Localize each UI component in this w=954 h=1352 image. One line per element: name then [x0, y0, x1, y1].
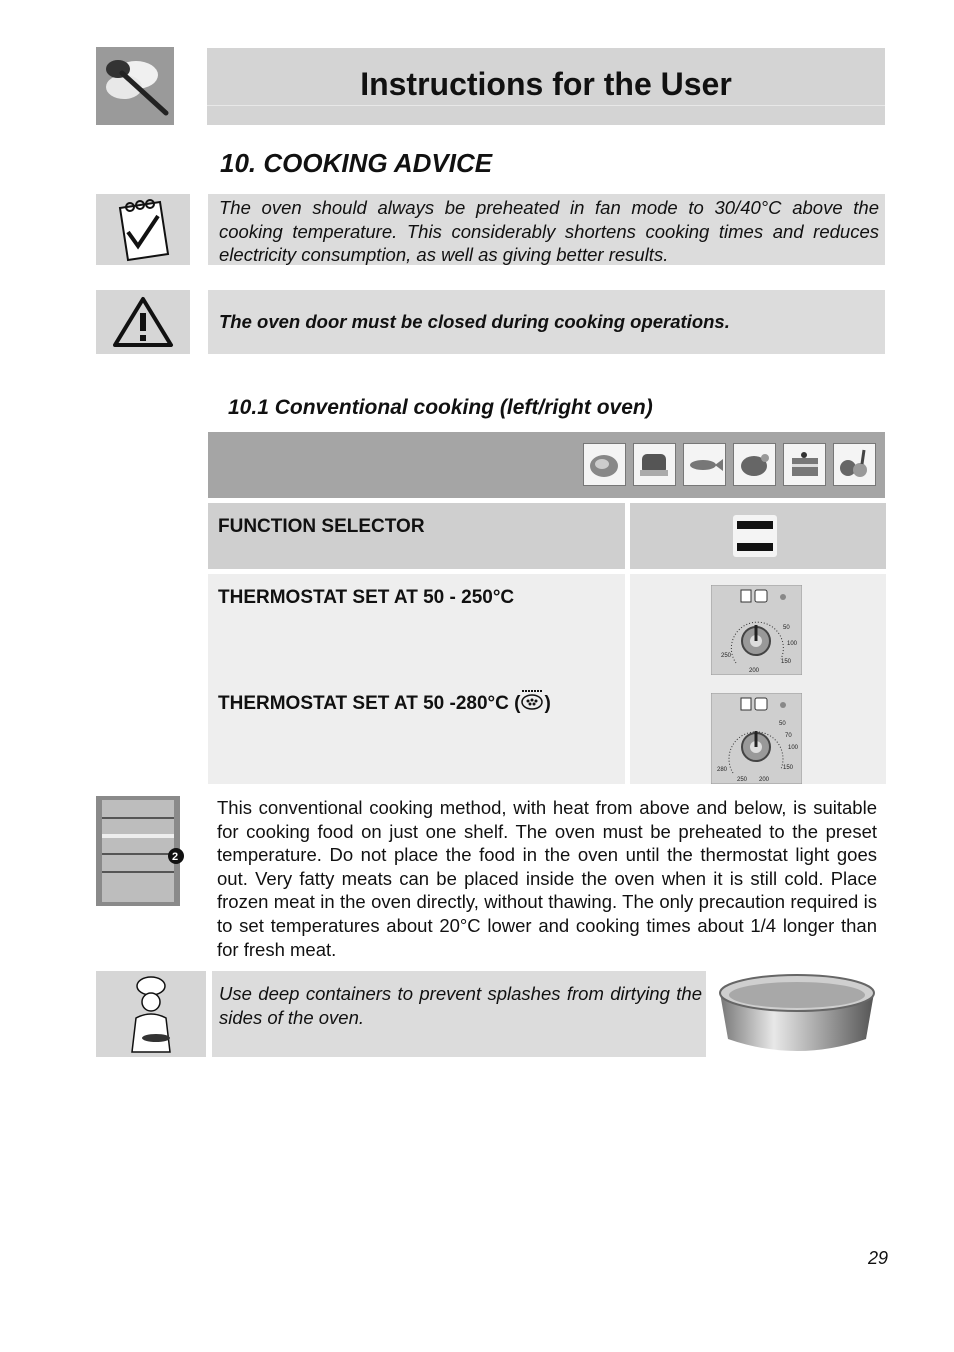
dial-tick: 200 [749, 668, 760, 674]
section-title: 10. COOKING ADVICE [220, 148, 493, 178]
subsection-title: 10.1 Conventional cooking (left/right oven) [228, 396, 653, 419]
shelf-number: 2 [172, 851, 179, 863]
warning-note: The oven door must be closed during cooking operations. [219, 311, 730, 332]
cake-icon [783, 443, 826, 486]
thermostat-dial-250 [711, 585, 802, 675]
dial-tick: 280 [717, 767, 728, 773]
chef-icon [96, 971, 206, 1057]
bread-icon [633, 443, 676, 486]
roast-meat-icon [583, 443, 626, 486]
dial-tick: 50 [779, 721, 786, 727]
deep-pan-icon [716, 971, 878, 1057]
dial-tick: 100 [787, 641, 798, 647]
poultry-icon [733, 443, 776, 486]
conventional-heating-icon [733, 515, 777, 557]
dial-tick: 150 [781, 659, 792, 665]
thermostat-250-label: THERMOSTAT SET AT 50 - 250°C [218, 587, 515, 608]
notepad-checkmark-icon [96, 194, 190, 265]
logo-icon [96, 47, 174, 125]
preheat-note: The oven should always be preheated in fan mode to 30/40°C above the cooking temperature. This considerably shortens cooking times and reduces electricity consumption, as well as giving better results. [219, 197, 879, 265]
thermostat-dial-280 [711, 693, 802, 784]
thermostat-280-suffix: ) [544, 693, 551, 714]
dial-tick: 70 [785, 733, 792, 739]
fish-icon [683, 443, 726, 486]
function-selector-label: FUNCTION SELECTOR [218, 516, 425, 537]
dial-tick: 100 [788, 745, 799, 751]
conventional-cooking-text: This conventional cooking method, with heat from above and below, is suitable for cooking food on just one shelf. The oven must be preheated to the preset temperature. Do not place the food in the oven until the thermostat light goes out. Very fatty meats can be placed inside the oven when it is still cold. Place frozen meat in the oven directly, without thawing. The only precaution required is to set temperatures about 20°C lower and cooking times about 1/4 longer than for fresh meat. [217, 797, 877, 960]
fan-symbol-icon [520, 689, 544, 717]
dial-tick: 200 [759, 777, 770, 783]
dial-tick: 150 [783, 765, 794, 771]
page-title: Instructions for the User [360, 66, 732, 102]
oven-shelf-icon [96, 796, 186, 906]
thermostat-280-prefix: THERMOSTAT SET AT 50 -280°C ( [218, 693, 521, 714]
page-number: 29 [868, 1248, 889, 1268]
vegetables-icon [833, 443, 876, 486]
tip-text: Use deep containers to prevent splashes from dirtying the sides of the oven. [219, 983, 702, 1028]
dial-tick: 250 [737, 777, 748, 783]
dial-tick: 250 [721, 653, 732, 659]
warning-triangle-icon [96, 290, 190, 354]
dial-tick: 50 [783, 625, 790, 631]
thermostat-280-label [218, 689, 551, 717]
